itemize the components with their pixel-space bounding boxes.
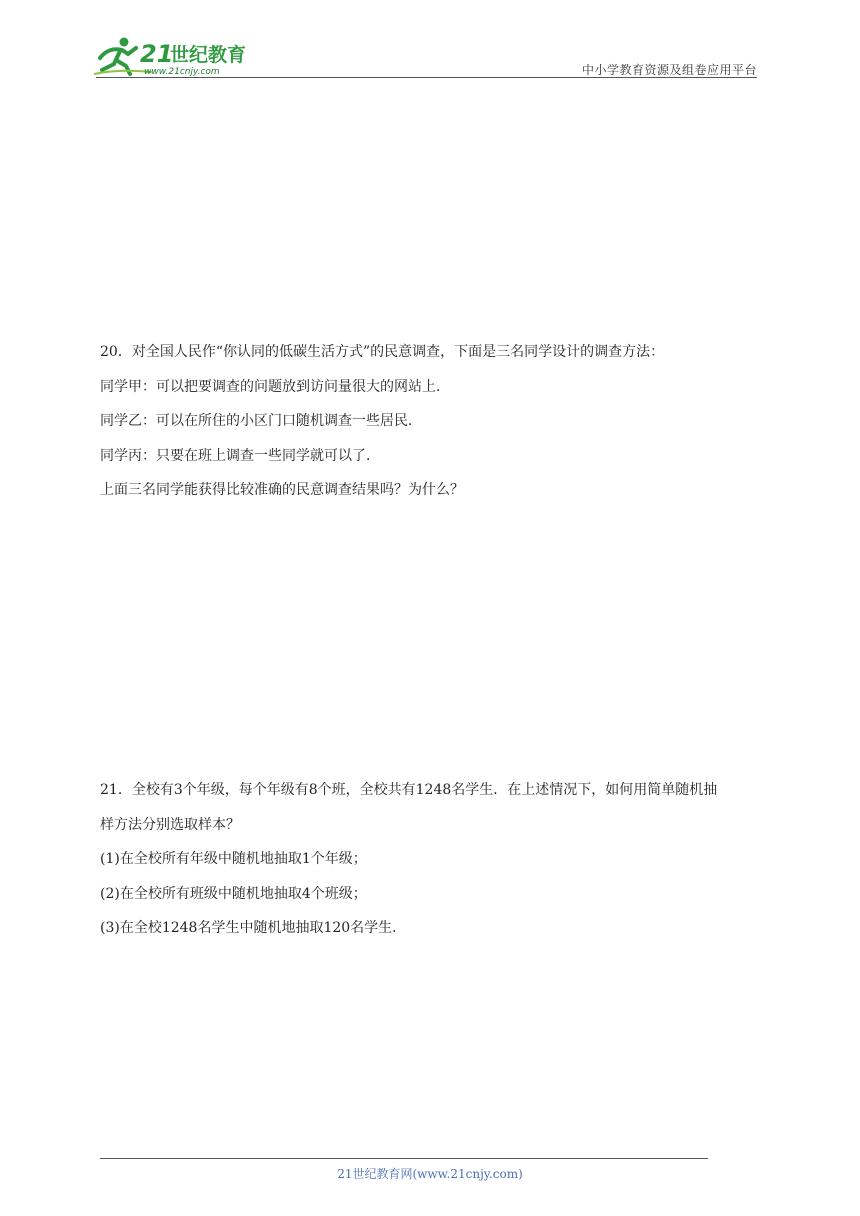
question-21-part-2: (2)在全校所有班级中随机地抽取4个班级； [100,885,367,902]
question-20-line-c: 同学丙：只要在班上调查一些同学就可以了． [100,447,380,464]
page-header [0,0,860,84]
question-21-stem: 21．全校有3个年级，每个年级有8个班，全校共有1248名学生．在上述情况下，如何用简单随机抽 [100,782,718,798]
header-slogan: 中小学教育资源及组卷应用平台 [581,63,757,77]
logo-number: 21 [140,40,174,68]
footer-link[interactable]: 21世纪教育网(www.21cnjy.com) [337,1167,523,1181]
question-21 [100,780,780,953]
question-20-line-a: 同学甲：可以把要调查的问题放到访问量很大的网站上． [100,378,450,395]
logo-chinese: 世纪教育 [170,44,247,66]
question-20-ask: 上面三名同学能获得比较准确的民意调查结果吗？为什么？ [100,482,464,498]
question-20-line-b: 同学乙：可以在所住的小区门口随机调查一些居民． [100,413,422,429]
question-21-part-1: (1)在全校所有年级中随机地抽取1个年级； [100,851,367,867]
site-logo[interactable] [92,34,262,80]
logo-url: www.21cnjy.com [144,67,220,77]
question-21-stem-cont: 样方法分别选取样本？ [100,816,240,833]
question-20 [100,342,780,515]
header-divider [96,77,757,78]
footer-divider [100,1158,708,1159]
question-21-part-3: (3)在全校1248名学生中随机地抽取120名学生． [100,920,407,936]
logo-graphic [92,34,262,80]
question-20-stem: 20．对全国人民作“你认同的低碳生活方式”的民意调查，下面是三名同学设计的调查方法： [100,344,665,360]
